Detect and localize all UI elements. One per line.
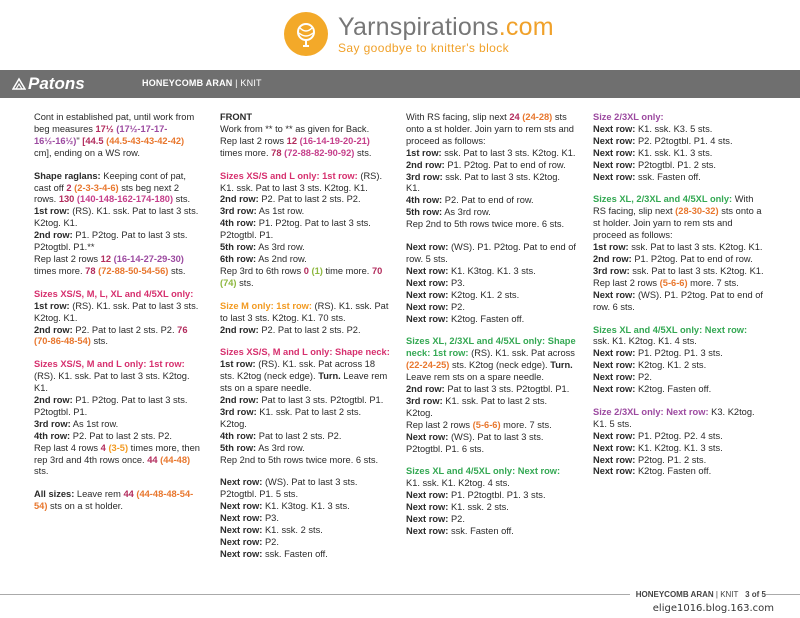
paragraph: Sizes XS/S, M and L only: Shape neck: 1st row: (RS). K1. ssk. Pat across 18 sts. K2tog (neck edge). Turn. Leave rem sts on a spare needle. 2nd row: Pat to last 3 sts. P2togtbl. P1. 3rd row: K1. ssk. Pat to last 2 sts. K2tog. 4th row: Pat to last 2 sts. P2. 5th row: As 3rd row. Rep 2nd to 5th rows twice more. 6 sts.	[220, 347, 390, 465]
text-column-2	[220, 112, 390, 572]
paragraph: With RS facing, slip next 24 (24-28) sts onto a st holder. Join yarn to rem sts and proceed as follows: 1st row: ssk. Pat to last 3 sts. K2tog. K1. 2nd row: P1. P2tog. Pat to end of row. 3rd row: ssk. Pat to last 3 sts. K2tog. K1. 4th row: P2. Pat to end of row. 5th row: As 3rd row. Rep 2nd to 5th rows twice more. 6 sts.	[406, 112, 576, 230]
paragraph: Sizes XS/S, M, L, XL and 4/5XL only: 1st row: (RS). K1. ssk. Pat to last 3 sts. K2tog. K1. 2nd row: P2. Pat to last 2 sts. P2. 76 (70-86-48-54) sts.	[34, 288, 199, 347]
patons-brand: Patons	[28, 74, 85, 93]
pattern-title: HONEYCOMB ARAN | KNIT	[142, 78, 262, 88]
pattern-header-bar	[0, 70, 800, 98]
paragraph: Size 2/3XL only: Next row: K1. ssk. K3. 5 sts. Next row: P2. P2togtbl. P1. 4 sts. Next row: K1. ssk. K1. 3 sts. Next row: P2togtbl. P1. 2 sts. Next row: ssk. Fasten off.	[593, 112, 733, 182]
section-heading: FRONT	[220, 112, 253, 122]
paragraph: Shape raglans: Keeping cont of pat, cast off 2 (2-3-3-4-6) sts beg next 2 rows. 130 (140-148-162-174-180) sts. 1st row: (RS). K1. ssk. Pat to last 3 sts. K2tog. K1. 2nd row: P1. P2tog. Pat to last 3 sts. P2togtbl. P1.** Rep last 2 rows 12 (16-14-27-29-30) times more. 78 (72-88-50-54-56) sts.	[34, 170, 199, 276]
site-tagline: Say goodbye to knitter's block	[338, 40, 510, 55]
paragraph: Next row: (WS). P1. P2tog. Pat to end of row. 5 sts. Next row: K1. K3tog. K1. 3 sts. Next row: P3. Next row: K2tog. K1. 2 sts. Next row: P2. Next row: K2tog. Fasten off.	[406, 242, 577, 324]
text-column-3	[406, 112, 576, 549]
page-number: 3 of 5	[745, 590, 766, 599]
yarn-ball-icon	[284, 12, 328, 56]
text-column-4	[593, 112, 765, 489]
page-footer: HONEYCOMB ARAN | KNIT 3 of 5	[630, 590, 766, 599]
paragraph: Sizes XL and 4/5XL only: Next row: ssk. K1. K2tog. K1. 4 sts. Next row: P1. P2tog. P1. 3 sts. Next row: K2tog. K1. 2 sts. Next row: P2. Next row: K2tog. Fasten off.	[593, 324, 748, 395]
paragraph: Sizes XS/S, M and L only: 1st row: (RS). K1. ssk. Pat to last 3 sts. K2tog. K1. 2nd row: P1. P2tog. Pat to last 3 sts. P2togtbl. P1. 3rd row: As 1st row. 4th row: P2. Pat to last 2 sts. P2. Rep last 4 rows 4 (3-5) times more, then rep 3rd and 4th rows once. 44 (44-48) sts.	[34, 359, 200, 477]
paragraph: FRONT Work from ** to ** as given for Back. Rep last 2 rows 12 (16-14-19-20-21) times more. 78 (72-88-82-90-92) sts.	[220, 112, 390, 160]
paragraph: Next row: (WS). Pat to last 3 sts. P2togtbl. P1. 5 sts. Next row: K1. K3tog. K1. 3 sts. Next row: P3. Next row: K1. ssk. 2 sts. Next row: P2. Next row: ssk. Fasten off.	[220, 477, 358, 559]
site-banner	[0, 0, 800, 65]
text-column-1	[34, 112, 202, 524]
paragraph: Size 2/3XL only: Next row: K3. K2tog. K1. 5 sts. Next row: P1. P2tog. P2. 4 sts. Next row: K1. K2tog. K1. 3 sts. Next row: P2tog. P1. 2 sts. Next row: K2tog. Fasten off.	[593, 406, 755, 477]
blog-watermark: elige1016.blog.163.com	[652, 603, 774, 614]
patons-logo-icon	[12, 77, 26, 91]
site-name: Yarnspirations.com	[338, 12, 554, 41]
paragraph: Sizes XL, 2/3XL and 4/5XL only: With RS facing, slip next (28-30-32) sts onto a st holder. Join yarn to rem sts and proceed as follows: 1st row: ssk. Pat to last 3 sts. K2tog. K1. 2nd row: P1. P2tog. Pat to end of row. 3rd row: ssk. Pat to last 3 sts. K2tog. K1. Rep last 2 rows (5-6-6) more. 7 sts. Next row: (WS). P1. P2tog. Pat to end of row. 6 sts.	[593, 194, 764, 312]
site-logo[interactable]	[284, 12, 554, 56]
paragraph: All sizes: Leave rem 44 (44-48-48-54-54) sts on a st holder.	[34, 489, 194, 512]
paragraph: Sizes XL and 4/5XL only: Next row: K1. ssk. K1. K2tog. 4 sts. Next row: P1. P2togtbl. P1. 3 sts. Next row: K1. ssk. 2 sts. Next row: P2. Next row: ssk. Fasten off.	[406, 466, 561, 536]
paragraph: Sizes XS/S and L only: 1st row: (RS). K1. ssk. Pat to last 3 sts. K2tog. K1. 2nd row: P2. Pat to last 2 sts. P2. 3rd row: As 1st row. 4th row: P1. P2tog. Pat to last 3 sts. P2togtbl. P1. 5th row: As 3rd row. 6th row: As 2nd row. Rep 3rd to 6th rows 0 (1) time more. 70 (74) sts.	[220, 170, 383, 288]
paragraph: Size M only: 1st row: (RS). K1. ssk. Pat to last 3 sts. K2tog. K1. 70 sts. 2nd row: P2. Pat to last 2 sts. P2.	[220, 300, 389, 335]
paragraph: Sizes XL, 2/3XL and 4/5XL only: Shape neck: 1st row: (RS). K1. ssk. Pat across (22-24-25) sts. K2tog (neck edge). Turn. Leave rem sts on a spare needle. 2nd row: Pat to last 3 sts. P2togtbl. P1. 3rd row: K1. ssk. Pat to last 2 sts. K2tog. Rep last 2 rows (5-6-6) more. 7 sts. Next row: (WS). Pat to last 3 sts. P2togtbl. P1. 6 sts.	[406, 336, 576, 454]
paragraph: Cont in established pat, until work from beg measures 17½ (17½-17-17-16½-16½)" [44.5 (44.5-43-43-42-42) cm], ending on a WS row.	[34, 112, 195, 158]
